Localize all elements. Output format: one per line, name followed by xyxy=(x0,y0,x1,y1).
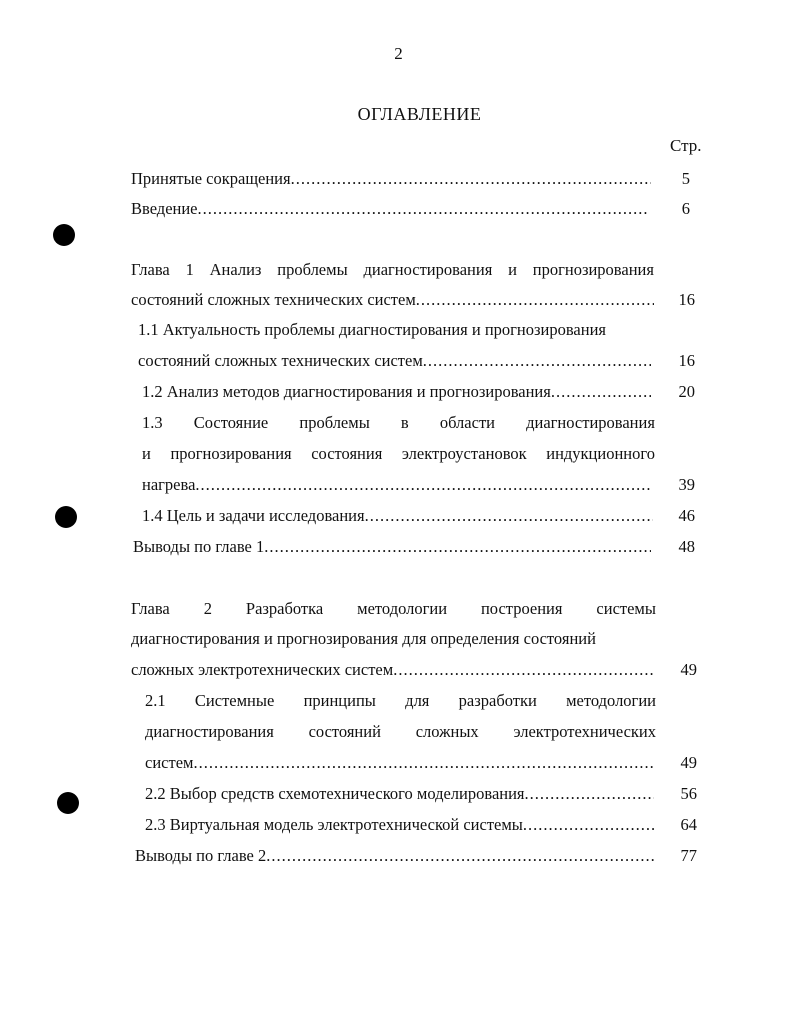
binder-hole-top xyxy=(53,224,75,246)
toc-conclusions-chapter-1: Выводы по главе 1 ..... xyxy=(133,535,651,559)
toc-section-2-1-line-1: 2.1 Системные принципы для разработки методологии xyxy=(145,691,656,710)
binder-hole-middle xyxy=(55,506,77,528)
toc-chapter-2-line-2: диагностирования и прогнозирования для определения состояний xyxy=(131,629,596,648)
toc-entry-introduction xyxy=(131,197,647,221)
toc-page-number: 64 xyxy=(680,815,697,834)
toc-chapter-2-line-1: Глава 2 Разработка методологии построения системы xyxy=(131,599,656,618)
page-column-header: Стр. xyxy=(670,136,702,155)
toc-page-number: 49 xyxy=(680,660,697,679)
toc-entry-abbreviations xyxy=(131,167,651,191)
toc-section-2-1-line-3: систем ..... xyxy=(145,751,654,775)
toc-entry-text: Принятые сокращения xyxy=(131,169,291,188)
toc-title: ОГЛАВЛЕНИЕ xyxy=(357,104,482,124)
toc-page-number: 39 xyxy=(678,475,695,494)
toc-page-number: 6 xyxy=(681,199,690,218)
toc-page-number: 46 xyxy=(678,506,695,525)
toc-page-number: 16 xyxy=(678,290,695,309)
toc-page-number: 56 xyxy=(680,784,697,803)
binder-hole-bottom xyxy=(57,792,79,814)
toc-conclusions-chapter-2: Выводы по главе 2 ..... xyxy=(135,844,654,868)
toc-section-2-2: 2.2 Выбор средств схемотехнического моделирования ..... xyxy=(145,782,654,806)
toc-page-number: 16 xyxy=(678,351,695,370)
toc-section-1-3-line-1: 1.3 Состояние проблемы в области диагностирования xyxy=(142,413,655,432)
toc-section-1-1-line-2: состояний сложных технических систем ..... xyxy=(138,349,651,373)
toc-chapter-1-line-1: Глава 1 Анализ проблемы диагностирования и прогнозирования xyxy=(131,260,654,279)
toc-page-number: 77 xyxy=(680,846,697,865)
toc-entry-text: Введение xyxy=(131,199,198,218)
toc-chapter-2-line-3: сложных электротехнических систем ..... xyxy=(131,658,653,682)
toc-section-2-3: 2.3 Виртуальная модель электротехнической системы ..... xyxy=(145,813,655,837)
toc-page-number: 49 xyxy=(680,753,697,772)
toc-section-1-3-line-3: нагрева ..... xyxy=(142,473,651,497)
toc-section-1-3-line-2: и прогнозирования состояния электроустановок индукционного xyxy=(142,444,655,463)
page-number: 2 xyxy=(394,44,403,63)
toc-page-number: 20 xyxy=(678,382,695,401)
toc-page-number: 48 xyxy=(678,537,695,556)
toc-section-1-2: 1.2 Анализ методов диагностирования и прогнозирования ..... xyxy=(142,380,651,404)
toc-chapter-1-line-2: состояний сложных технических систем ..... xyxy=(131,288,654,312)
toc-section-1-1-line-1: 1.1 Актуальность проблемы диагностирования и прогнозирования xyxy=(138,320,606,339)
toc-page-number: 5 xyxy=(681,169,690,188)
toc-section-1-4: 1.4 Цель и задачи исследования ..... xyxy=(142,504,653,528)
toc-section-2-1-line-2: диагностирования состояний сложных электротехнических xyxy=(145,722,656,741)
